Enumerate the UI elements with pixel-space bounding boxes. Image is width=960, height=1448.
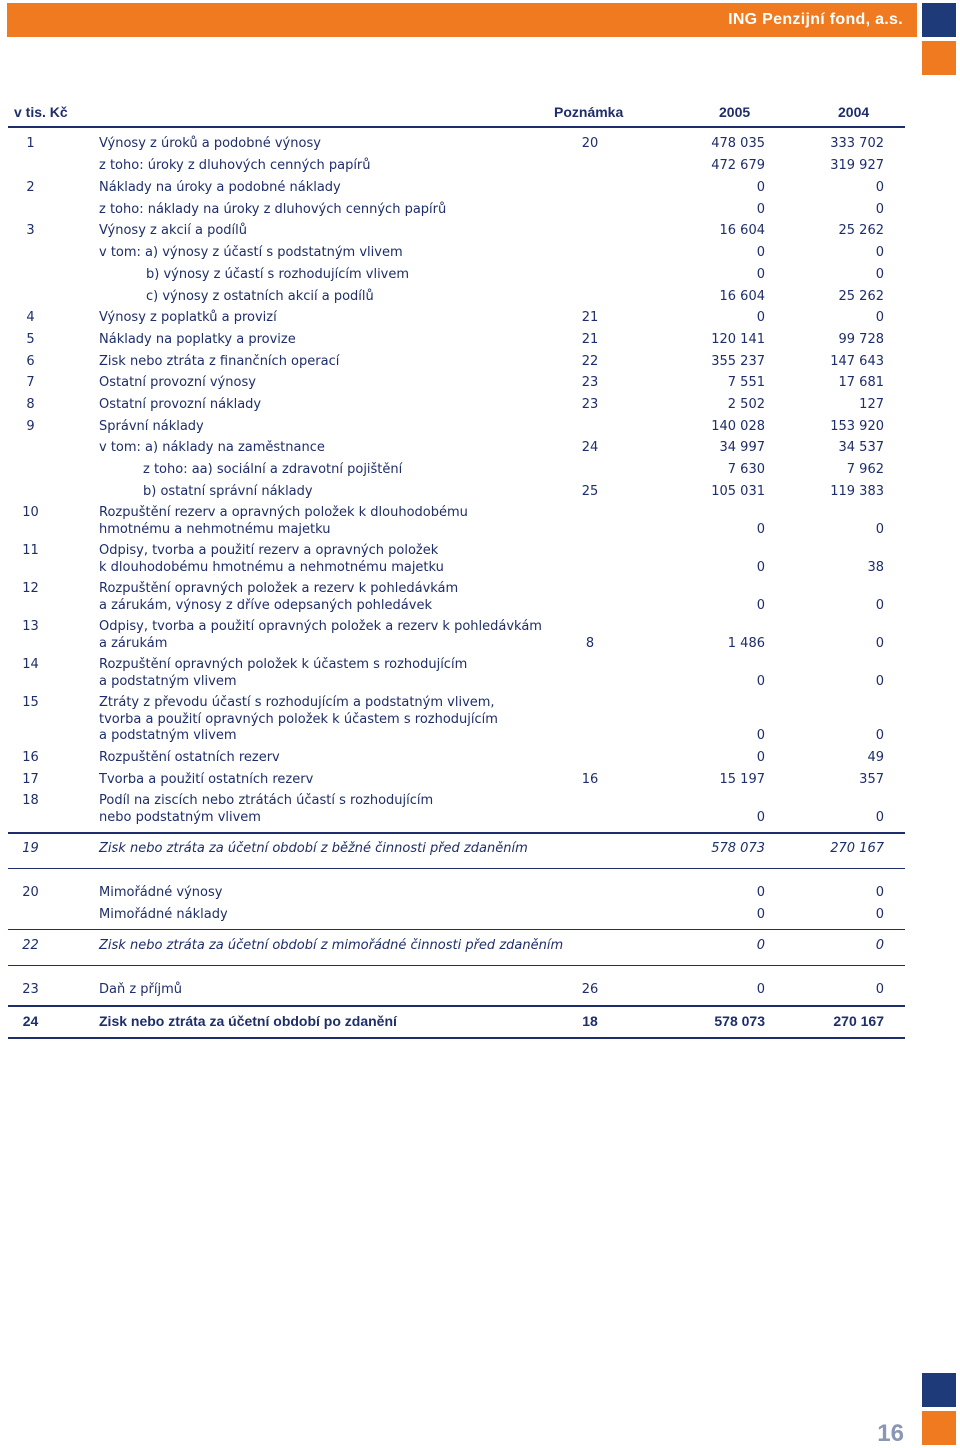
value-2005: 34 997 (719, 440, 765, 455)
row-label: Podíl na ziscích nebo ztrátách účastí s rozhodujícím (99, 793, 434, 808)
note-ref: 22 (581, 354, 599, 369)
value-2005: 7 630 (727, 462, 765, 477)
value-2004: 357 (859, 772, 884, 787)
value-2005: 578 073 (714, 1013, 765, 1029)
row-label: Odpisy, tvorba a použití opravných položek a rezerv k pohledávkám (99, 619, 542, 634)
value-2004: 49 (867, 750, 884, 765)
row-label: Zisk nebo ztráta za účetní období z běžné činnosti před zdaněním (99, 841, 528, 856)
value-2005: 355 237 (711, 354, 765, 369)
row-label-line2: a podstatným vlivem (99, 673, 237, 689)
value-2004: 7 962 (846, 462, 884, 477)
value-2005: 0 (756, 202, 765, 217)
row-label: Rozpuštění opravných položek k účastem s rozhodujícím (99, 657, 468, 672)
value-2005: 105 031 (711, 484, 765, 499)
row-label: Rozpuštění rezerv a opravných položek k dlouhodobému (99, 505, 468, 520)
row-label: Ostatní provozní výnosy (99, 375, 256, 390)
row-label: z toho: náklady na úroky z dluhových cenných papírů (99, 202, 447, 217)
unit-header: v tis. Kč (14, 104, 68, 120)
note-ref: 8 (585, 635, 595, 651)
row-number: 13 (22, 619, 39, 634)
value-2004: 0 (875, 635, 884, 651)
row-label-line2: a zárukám, výnosy z dříve odepsaných pohledávek (99, 597, 432, 613)
header-rule (8, 126, 905, 128)
row-number: 14 (22, 657, 39, 672)
year-2005-header: 2005 (719, 104, 751, 120)
value-2005: 478 035 (711, 136, 765, 151)
value-2005: 7 551 (727, 375, 765, 390)
note-ref: 20 (581, 136, 599, 151)
orange-square-decoration (922, 1411, 956, 1445)
value-2004: 0 (875, 245, 884, 260)
value-2005: 0 (756, 310, 765, 325)
note-header: Poznámka (554, 104, 624, 120)
row-label: c) výnosy z ostatních akcií a podílů (146, 289, 374, 304)
value-2004: 270 167 (830, 841, 884, 856)
bottom-rule (8, 1037, 905, 1039)
note-ref: 21 (581, 310, 599, 325)
row-number: 11 (22, 543, 39, 558)
value-2005: 0 (756, 267, 765, 282)
divider (8, 868, 905, 869)
value-2004: 0 (875, 180, 884, 195)
value-2004: 0 (875, 809, 884, 825)
note-ref: 18 (582, 1013, 598, 1029)
row-label: Daň z příjmů (99, 982, 183, 997)
row-label: Výnosy z akcií a podílů (99, 223, 248, 238)
row-number: 1 (26, 136, 35, 151)
value-2004: 99 728 (838, 332, 884, 347)
divider (8, 929, 905, 930)
row-label-line2: tvorba a použití opravných položek k účastem s rozhodujícím (99, 711, 498, 727)
value-2005: 0 (756, 809, 765, 825)
row-number: 22 (22, 938, 39, 953)
value-2004: 0 (875, 728, 884, 743)
year-2004-header: 2004 (838, 104, 870, 120)
row-label: v tom: a) náklady na zaměstnance (99, 440, 325, 455)
value-2005: 16 604 (719, 289, 765, 304)
row-label: Zisk nebo ztráta za účetní období z mimořádné činnosti před zdaněním (99, 938, 564, 953)
row-number: 4 (26, 310, 35, 325)
value-2004: 38 (867, 559, 884, 575)
row-number: 9 (26, 419, 35, 434)
row-label: z toho: aa) sociální a zdravotní pojištění (143, 462, 403, 477)
row-label: Náklady na úroky a podobné náklady (99, 180, 341, 195)
row-label: Výnosy z poplatků a provizí (99, 310, 277, 325)
value-2005: 140 028 (711, 419, 765, 434)
value-2004: 0 (875, 907, 884, 922)
row-label: Mimořádné výnosy (99, 885, 223, 900)
value-2004: 127 (859, 397, 884, 412)
value-2004: 0 (875, 885, 884, 900)
row-number: 16 (22, 750, 39, 765)
value-2005: 2 502 (727, 397, 765, 412)
note-ref: 24 (581, 440, 599, 455)
row-label-line3: a podstatným vlivem (99, 728, 237, 743)
row-label: Náklady na poplatky a provize (99, 332, 296, 347)
section-rule (8, 832, 905, 834)
note-ref: 26 (581, 982, 599, 997)
header-bar (7, 3, 917, 37)
row-number: 18 (22, 793, 39, 808)
value-2005: 0 (756, 521, 765, 537)
row-label: b) ostatní správní náklady (143, 484, 313, 499)
divider (8, 965, 905, 966)
row-number: 10 (22, 505, 39, 520)
value-2004: 0 (875, 310, 884, 325)
navy-square-decoration (922, 1373, 956, 1407)
value-2005: 0 (756, 750, 765, 765)
note-ref: 23 (581, 397, 599, 412)
row-label: Mimořádné náklady (99, 907, 228, 922)
row-label: Rozpuštění opravných položek a rezerv k pohledávkám (99, 581, 459, 596)
value-2004: 0 (875, 521, 884, 537)
value-2005: 0 (756, 907, 765, 922)
row-label: Ostatní provozní náklady (99, 397, 262, 412)
value-2005: 0 (756, 245, 765, 260)
row-number: 2 (26, 180, 35, 195)
value-2004: 333 702 (830, 136, 884, 151)
row-number: 6 (26, 354, 35, 369)
row-label-line2: k dlouhodobému hmotnému a nehmotnému majetku (99, 559, 444, 575)
row-label: Ztráty z převodu účastí s rozhodujícím a podstatným vlivem, (99, 695, 495, 710)
value-2005: 16 604 (719, 223, 765, 238)
value-2005: 120 141 (711, 332, 765, 347)
row-label-line2: hmotnému a nehmotnému majetku (99, 521, 331, 537)
row-number: 12 (22, 581, 39, 596)
value-2005: 0 (756, 982, 765, 997)
value-2004: 25 262 (838, 223, 884, 238)
value-2004: 0 (875, 673, 884, 689)
note-ref: 25 (581, 484, 599, 499)
row-label: Odpisy, tvorba a použití rezerv a opravných položek (99, 543, 439, 558)
row-number: 3 (26, 223, 35, 238)
row-number: 23 (22, 982, 39, 997)
row-number: 24 (22, 1013, 39, 1029)
value-2004: 0 (875, 982, 884, 997)
value-2004: 0 (875, 938, 884, 953)
value-2004: 119 383 (830, 484, 884, 499)
row-label-line2: a zárukám (99, 635, 168, 651)
note-ref: 21 (581, 332, 599, 347)
navy-square-decoration (922, 3, 956, 37)
value-2004: 0 (875, 202, 884, 217)
row-label: b) výnosy z účastí s rozhodujícím vlivem (146, 267, 410, 282)
row-label: Správní náklady (99, 419, 204, 434)
row-number: 5 (26, 332, 35, 347)
row-label-line2: nebo podstatným vlivem (99, 809, 261, 825)
divider (8, 1005, 905, 1007)
value-2004: 319 927 (830, 158, 884, 173)
value-2005: 578 073 (711, 841, 765, 856)
row-label: Tvorba a použití ostatních rezerv (99, 772, 314, 787)
value-2004: 270 167 (833, 1013, 884, 1029)
value-2005: 15 197 (719, 772, 765, 787)
row-label: Zisk nebo ztráta za účetní období po zdanění (99, 1013, 397, 1029)
value-2005: 0 (756, 885, 765, 900)
value-2004: 25 262 (838, 289, 884, 304)
row-label: Výnosy z úroků a podobné výnosy (99, 136, 321, 151)
value-2004: 147 643 (830, 354, 884, 369)
value-2005: 1 486 (727, 635, 765, 651)
value-2005: 0 (756, 180, 765, 195)
row-number: 7 (26, 375, 35, 390)
orange-square-decoration (922, 41, 956, 75)
row-number: 20 (22, 885, 39, 900)
page-number: 16 (877, 1420, 904, 1447)
note-ref: 16 (581, 772, 599, 787)
value-2004: 17 681 (838, 375, 884, 390)
row-label: z toho: úroky z dluhových cenných papírů (99, 158, 371, 173)
value-2005: 0 (756, 728, 765, 743)
row-label: Zisk nebo ztráta z finančních operací (99, 354, 340, 369)
note-ref: 23 (581, 375, 599, 390)
value-2004: 0 (875, 597, 884, 613)
value-2005: 0 (756, 559, 765, 575)
value-2005: 472 679 (711, 158, 765, 173)
row-number: 19 (22, 841, 39, 856)
row-label: Rozpuštění ostatních rezerv (99, 750, 280, 765)
value-2005: 0 (756, 673, 765, 689)
value-2004: 34 537 (838, 440, 884, 455)
row-number: 8 (26, 397, 35, 412)
value-2005: 0 (756, 938, 765, 953)
row-number: 15 (22, 695, 39, 710)
header-title: ING Penzijní fond, a.s. (728, 11, 903, 28)
value-2005: 0 (756, 597, 765, 613)
value-2004: 153 920 (830, 419, 884, 434)
row-number: 17 (22, 772, 39, 787)
value-2004: 0 (875, 267, 884, 282)
row-label: v tom: a) výnosy z účastí s podstatným vlivem (99, 245, 403, 260)
